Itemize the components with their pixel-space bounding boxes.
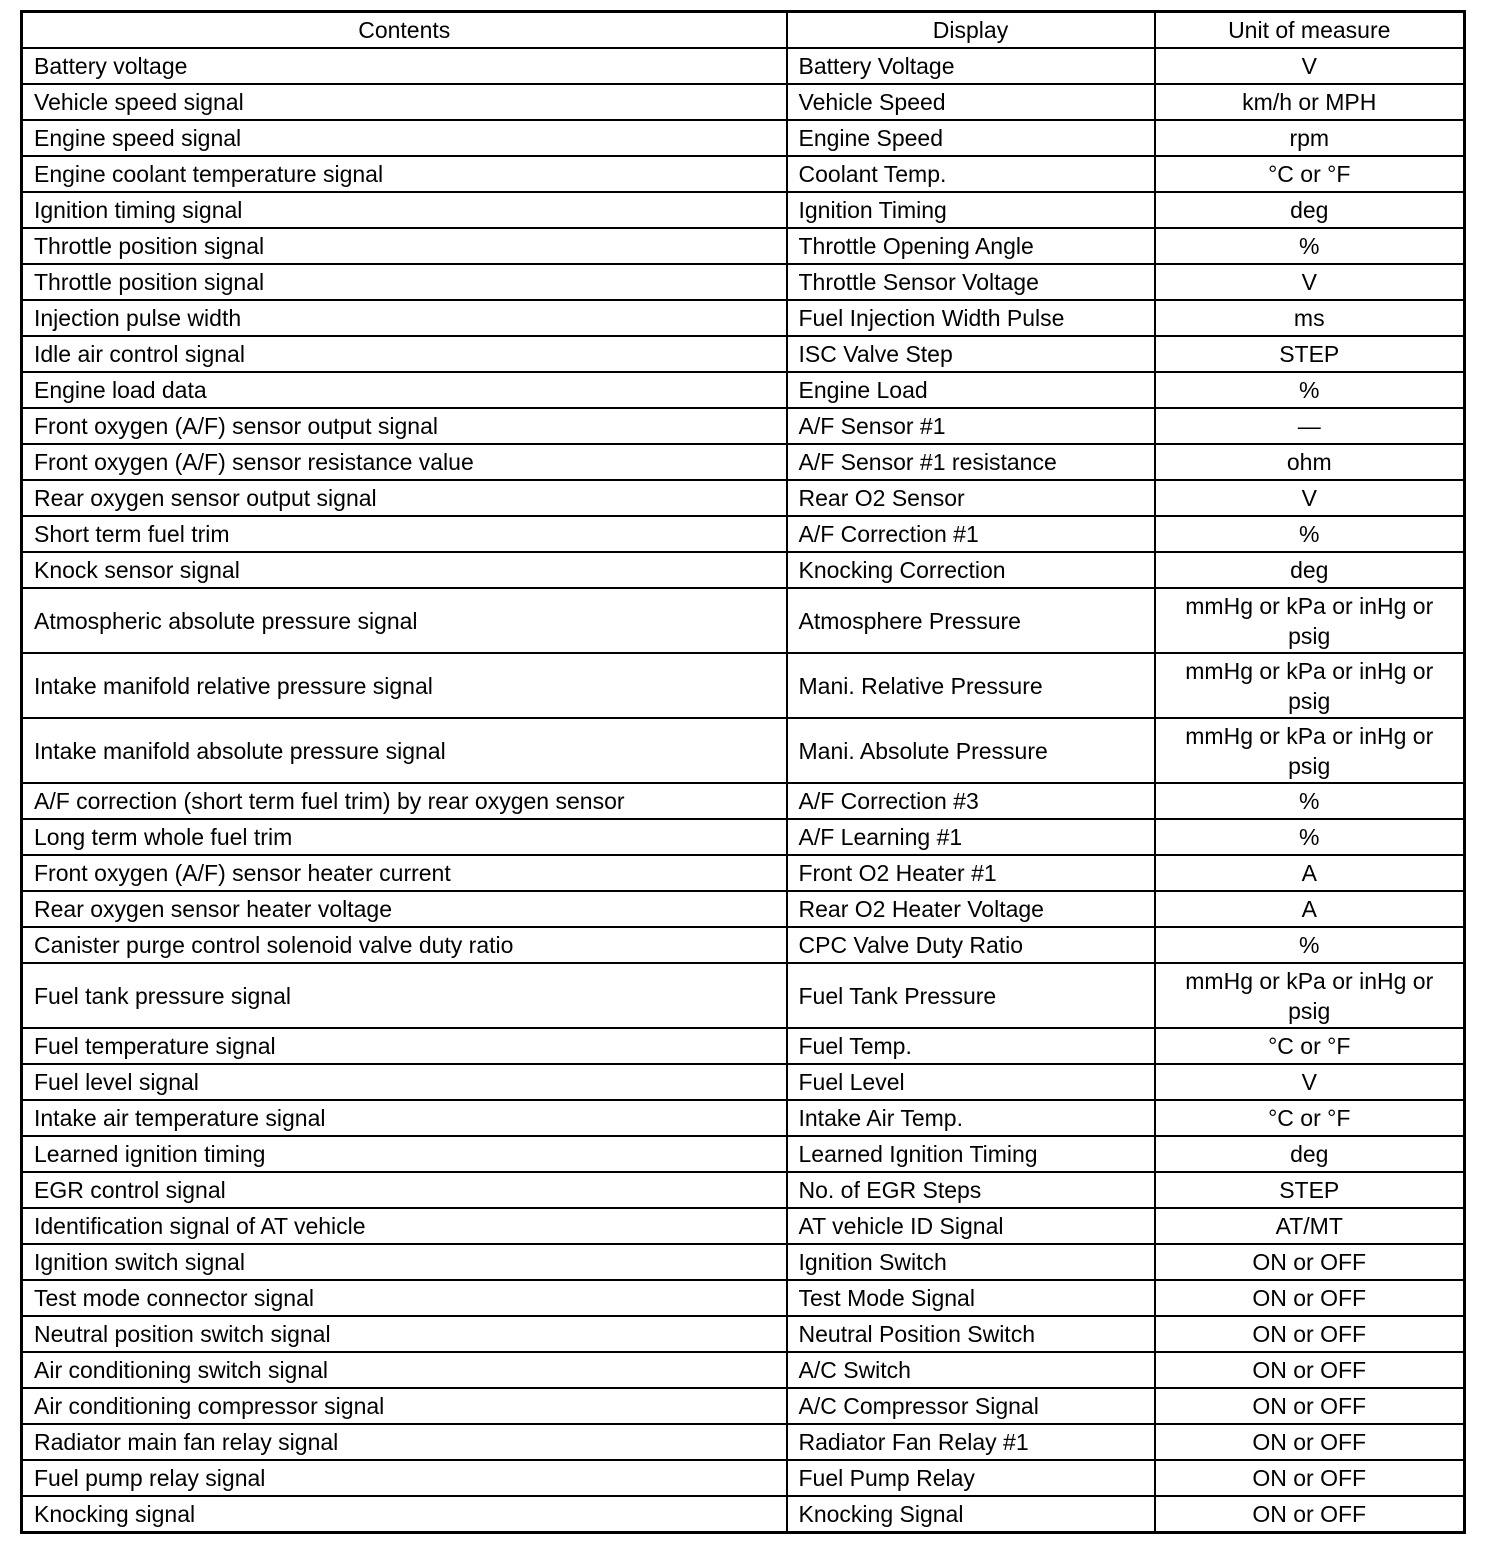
cell-contents: Front oxygen (A/F) sensor heater current bbox=[22, 855, 787, 891]
cell-unit: mmHg or kPa or inHg or psig bbox=[1155, 718, 1465, 783]
cell-display: Throttle Opening Angle bbox=[787, 228, 1155, 264]
cell-contents: Short term fuel trim bbox=[22, 516, 787, 552]
cell-unit: deg bbox=[1155, 192, 1465, 228]
cell-display: Rear O2 Heater Voltage bbox=[787, 891, 1155, 927]
cell-contents: EGR control signal bbox=[22, 1172, 787, 1208]
cell-contents: Rear oxygen sensor heater voltage bbox=[22, 891, 787, 927]
table-row bbox=[22, 84, 1465, 120]
cell-unit: ohm bbox=[1155, 444, 1465, 480]
table-row bbox=[22, 516, 1465, 552]
table-row bbox=[22, 1100, 1465, 1136]
cell-display: Vehicle Speed bbox=[787, 84, 1155, 120]
cell-contents: Knock sensor signal bbox=[22, 552, 787, 588]
table-row bbox=[22, 300, 1465, 336]
cell-display: Atmosphere Pressure bbox=[787, 588, 1155, 653]
cell-contents: Intake manifold absolute pressure signal bbox=[22, 718, 787, 783]
table-row bbox=[22, 156, 1465, 192]
cell-display: No. of EGR Steps bbox=[787, 1172, 1155, 1208]
cell-display: A/F Sensor #1 bbox=[787, 408, 1155, 444]
cell-contents: Throttle position signal bbox=[22, 264, 787, 300]
cell-unit: km/h or MPH bbox=[1155, 84, 1465, 120]
cell-unit: deg bbox=[1155, 1136, 1465, 1172]
cell-contents: Fuel tank pressure signal bbox=[22, 963, 787, 1028]
table-row bbox=[22, 1388, 1465, 1424]
cell-unit: ON or OFF bbox=[1155, 1388, 1465, 1424]
cell-unit: °C or °F bbox=[1155, 1100, 1465, 1136]
cell-unit: ON or OFF bbox=[1155, 1244, 1465, 1280]
table-row bbox=[22, 264, 1465, 300]
cell-display: Ignition Timing bbox=[787, 192, 1155, 228]
table-row bbox=[22, 1316, 1465, 1352]
cell-display: Intake Air Temp. bbox=[787, 1100, 1155, 1136]
cell-display: Neutral Position Switch bbox=[787, 1316, 1155, 1352]
header-display: Display bbox=[787, 12, 1155, 49]
header-contents: Contents bbox=[22, 12, 787, 49]
cell-unit: — bbox=[1155, 408, 1465, 444]
cell-display: A/F Correction #3 bbox=[787, 783, 1155, 819]
cell-unit: AT/MT bbox=[1155, 1208, 1465, 1244]
cell-contents: Fuel temperature signal bbox=[22, 1028, 787, 1064]
cell-display: Learned Ignition Timing bbox=[787, 1136, 1155, 1172]
table-row bbox=[22, 228, 1465, 264]
table-body bbox=[22, 48, 1465, 1533]
table-row bbox=[22, 480, 1465, 516]
cell-contents: Neutral position switch signal bbox=[22, 1316, 787, 1352]
cell-display: AT vehicle ID Signal bbox=[787, 1208, 1155, 1244]
table-row bbox=[22, 1172, 1465, 1208]
cell-unit: ON or OFF bbox=[1155, 1280, 1465, 1316]
cell-display: Engine Load bbox=[787, 372, 1155, 408]
table-row bbox=[22, 408, 1465, 444]
cell-display: A/F Correction #1 bbox=[787, 516, 1155, 552]
cell-unit: °C or °F bbox=[1155, 156, 1465, 192]
table-row bbox=[22, 444, 1465, 480]
cell-display: Ignition Switch bbox=[787, 1244, 1155, 1280]
cell-display: Fuel Level bbox=[787, 1064, 1155, 1100]
cell-unit: °C or °F bbox=[1155, 1028, 1465, 1064]
header-row bbox=[22, 12, 1465, 49]
table-row bbox=[22, 1424, 1465, 1460]
cell-display: A/C Switch bbox=[787, 1352, 1155, 1388]
table-row bbox=[22, 1460, 1465, 1496]
cell-unit: ON or OFF bbox=[1155, 1460, 1465, 1496]
table-row bbox=[22, 963, 1465, 1028]
cell-display: Rear O2 Sensor bbox=[787, 480, 1155, 516]
cell-unit: A bbox=[1155, 891, 1465, 927]
cell-contents: Vehicle speed signal bbox=[22, 84, 787, 120]
cell-display: Mani. Absolute Pressure bbox=[787, 718, 1155, 783]
cell-unit: ON or OFF bbox=[1155, 1316, 1465, 1352]
data-table bbox=[20, 10, 1466, 1534]
cell-display: Throttle Sensor Voltage bbox=[787, 264, 1155, 300]
cell-display: Knocking Correction bbox=[787, 552, 1155, 588]
cell-display: Fuel Temp. bbox=[787, 1028, 1155, 1064]
cell-contents: Intake manifold relative pressure signal bbox=[22, 653, 787, 718]
cell-unit: % bbox=[1155, 927, 1465, 963]
table-row bbox=[22, 819, 1465, 855]
cell-unit: % bbox=[1155, 228, 1465, 264]
header-unit: Unit of measure bbox=[1155, 12, 1465, 49]
table-row bbox=[22, 48, 1465, 84]
cell-display: ISC Valve Step bbox=[787, 336, 1155, 372]
cell-display: Knocking Signal bbox=[787, 1496, 1155, 1533]
table-row bbox=[22, 718, 1465, 783]
cell-contents: Engine speed signal bbox=[22, 120, 787, 156]
table-row bbox=[22, 855, 1465, 891]
cell-unit: A bbox=[1155, 855, 1465, 891]
table-row bbox=[22, 1136, 1465, 1172]
cell-contents: Long term whole fuel trim bbox=[22, 819, 787, 855]
cell-contents: Battery voltage bbox=[22, 48, 787, 84]
table-row bbox=[22, 120, 1465, 156]
cell-contents: Ignition timing signal bbox=[22, 192, 787, 228]
table-row bbox=[22, 1496, 1465, 1533]
table-row bbox=[22, 1064, 1465, 1100]
cell-display: A/F Learning #1 bbox=[787, 819, 1155, 855]
table-row bbox=[22, 1208, 1465, 1244]
cell-display: Test Mode Signal bbox=[787, 1280, 1155, 1316]
cell-contents: Front oxygen (A/F) sensor resistance value bbox=[22, 444, 787, 480]
cell-unit: V bbox=[1155, 48, 1465, 84]
cell-unit: STEP bbox=[1155, 1172, 1465, 1208]
cell-contents: Atmospheric absolute pressure signal bbox=[22, 588, 787, 653]
cell-contents: Learned ignition timing bbox=[22, 1136, 787, 1172]
cell-display: Engine Speed bbox=[787, 120, 1155, 156]
cell-unit: deg bbox=[1155, 552, 1465, 588]
cell-unit: V bbox=[1155, 1064, 1465, 1100]
table-row bbox=[22, 1280, 1465, 1316]
cell-display: A/F Sensor #1 resistance bbox=[787, 444, 1155, 480]
cell-display: Mani. Relative Pressure bbox=[787, 653, 1155, 718]
table-row bbox=[22, 927, 1465, 963]
cell-unit: mmHg or kPa or inHg or psig bbox=[1155, 588, 1465, 653]
cell-contents: Rear oxygen sensor output signal bbox=[22, 480, 787, 516]
cell-contents: Test mode connector signal bbox=[22, 1280, 787, 1316]
cell-contents: Canister purge control solenoid valve duty ratio bbox=[22, 927, 787, 963]
cell-unit: V bbox=[1155, 264, 1465, 300]
cell-contents: Front oxygen (A/F) sensor output signal bbox=[22, 408, 787, 444]
cell-unit: V bbox=[1155, 480, 1465, 516]
cell-unit: ms bbox=[1155, 300, 1465, 336]
cell-contents: Knocking signal bbox=[22, 1496, 787, 1533]
cell-unit: % bbox=[1155, 819, 1465, 855]
cell-contents: Fuel level signal bbox=[22, 1064, 787, 1100]
cell-unit: % bbox=[1155, 372, 1465, 408]
cell-contents: Identification signal of AT vehicle bbox=[22, 1208, 787, 1244]
table-row bbox=[22, 1028, 1465, 1064]
cell-display: A/C Compressor Signal bbox=[787, 1388, 1155, 1424]
table-row bbox=[22, 552, 1465, 588]
cell-unit: % bbox=[1155, 516, 1465, 552]
cell-contents: Engine coolant temperature signal bbox=[22, 156, 787, 192]
cell-display: Battery Voltage bbox=[787, 48, 1155, 84]
cell-contents: Engine load data bbox=[22, 372, 787, 408]
cell-display: Fuel Pump Relay bbox=[787, 1460, 1155, 1496]
cell-unit: mmHg or kPa or inHg or psig bbox=[1155, 653, 1465, 718]
cell-contents: Ignition switch signal bbox=[22, 1244, 787, 1280]
cell-unit: STEP bbox=[1155, 336, 1465, 372]
cell-display: Front O2 Heater #1 bbox=[787, 855, 1155, 891]
cell-unit: ON or OFF bbox=[1155, 1424, 1465, 1460]
table-row bbox=[22, 1352, 1465, 1388]
cell-contents: Radiator main fan relay signal bbox=[22, 1424, 787, 1460]
cell-display: Coolant Temp. bbox=[787, 156, 1155, 192]
cell-contents: Fuel pump relay signal bbox=[22, 1460, 787, 1496]
cell-contents: Throttle position signal bbox=[22, 228, 787, 264]
table-row bbox=[22, 372, 1465, 408]
cell-unit: % bbox=[1155, 783, 1465, 819]
cell-contents: Air conditioning compressor signal bbox=[22, 1388, 787, 1424]
cell-unit: mmHg or kPa or inHg or psig bbox=[1155, 963, 1465, 1028]
table-row bbox=[22, 336, 1465, 372]
cell-contents: A/F correction (short term fuel trim) by rear oxygen sensor bbox=[22, 783, 787, 819]
cell-contents: Idle air control signal bbox=[22, 336, 787, 372]
cell-contents: Intake air temperature signal bbox=[22, 1100, 787, 1136]
cell-display: Fuel Injection Width Pulse bbox=[787, 300, 1155, 336]
table-row bbox=[22, 588, 1465, 653]
table-row bbox=[22, 192, 1465, 228]
cell-contents: Injection pulse width bbox=[22, 300, 787, 336]
table-row bbox=[22, 891, 1465, 927]
cell-contents: Air conditioning switch signal bbox=[22, 1352, 787, 1388]
cell-display: Fuel Tank Pressure bbox=[787, 963, 1155, 1028]
table-row bbox=[22, 653, 1465, 718]
document-page bbox=[20, 10, 1463, 1534]
table-row bbox=[22, 1244, 1465, 1280]
table-row bbox=[22, 783, 1465, 819]
cell-display: CPC Valve Duty Ratio bbox=[787, 927, 1155, 963]
cell-unit: ON or OFF bbox=[1155, 1352, 1465, 1388]
cell-unit: rpm bbox=[1155, 120, 1465, 156]
cell-display: Radiator Fan Relay #1 bbox=[787, 1424, 1155, 1460]
cell-unit: ON or OFF bbox=[1155, 1496, 1465, 1533]
